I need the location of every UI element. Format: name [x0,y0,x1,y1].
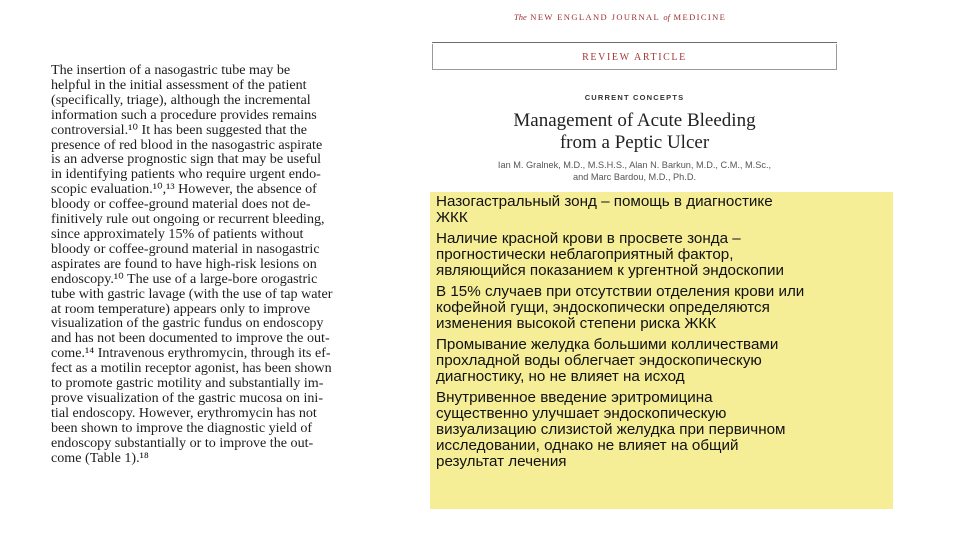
excerpt-line: helpful in the initial assessment of the patient [51,76,307,93]
excerpt-line: tube with gastric lavage (with the use of tap water [51,285,333,302]
authors-line: Ian M. Gralnek, M.D., M.S.H.S., Alan N. Barkun, M.D., C.M., M.Sc., [497,160,772,170]
excerpt-line: to promote gastric motility and substantially im- [51,375,324,392]
excerpt-line: in identifying patients who require urgent endo- [51,166,321,183]
excerpt-line: (specifically, triage), although the incremental [51,91,311,108]
excerpt-line: been shown to improve the diagnostic yield of [51,419,313,436]
excerpt-line: tial endoscopy. However, erythromycin has not [51,404,317,421]
summary-item [436,194,889,226]
excerpt-line: is an adverse prognostic sign that may be useful [51,151,322,168]
summary-line: ЖКК [436,209,468,226]
summary-item [436,390,889,470]
article-title [432,110,837,154]
excerpt-line: The insertion of a nasogastric tube may be [51,62,291,78]
summary-item [436,231,889,279]
excerpt-line: presence of red blood in the nasogastric aspirate [51,136,323,153]
summary-line: результат лечения [436,453,567,470]
summary-line: кофейной гущи, эндоскопически определяются [436,299,770,316]
excerpt-line: aspirates are found to have high-risk lesions on [51,255,317,272]
russian-summary-box [430,192,893,509]
summary-line: являющийся показанием к ургентной эндоскопии [436,262,784,279]
excerpt-line: controversial.¹⁰ It has been suggested that the [51,121,308,138]
summary-line: прогностически неблагоприятный фактор, [436,246,734,263]
article-title-line: Management of Acute Bleeding [513,110,756,131]
summary-line: исследовании, однако не влияет на общий [436,437,739,454]
excerpt-line: scopic evaluation.¹⁰,¹³ However, the absence of [51,181,317,198]
current-concepts-label: CURRENT CONCEPTS [584,93,685,102]
summary-item [436,284,889,332]
summary-line: Промывание желудка большими колличествами [436,336,779,353]
excerpt-line: endoscopy.¹⁰ The use of a large-bore orogastric [51,270,318,287]
excerpt-line: information such a procedure provides remains [51,106,317,123]
journal-header-of: of [663,12,670,22]
excerpt-line: come (Table 1).¹⁸ [51,449,149,466]
excerpt-line: visualization of the gastric fundus on endoscopy [51,315,324,332]
article-excerpt [51,63,361,465]
summary-line: существенно улучшает эндоскопическую [436,405,727,422]
review-article-label: REVIEW ARTICLE [582,52,687,63]
summary-line: диагностику, но не влияет на исход [436,368,685,385]
excerpt-line: fect as a motilin receptor agonist, has been shown [51,360,332,377]
summary-line: изменения высокой степени риска ЖКК [436,315,717,332]
journal-header-name: NEW ENGLAND JOURNAL [530,12,660,22]
journal-header [514,12,726,22]
excerpt-line: prove visualization of the gastric mucosa on ini- [51,389,324,406]
summary-line: визуализацию слизистой желудка при первичном [436,421,786,438]
summary-line: Наличие красной крови в просвете зонда – [436,230,741,247]
excerpt-line: at room temperature) appears only to improve [51,300,311,317]
summary-line: прохладной воды облегчает эндоскопическую [436,352,762,369]
summary-item [436,337,889,385]
authors-line: and Marc Bardou, M.D., Ph.D. [572,172,697,182]
header-divider [432,42,837,43]
review-article-banner [432,44,837,70]
excerpt-line: endoscopy substantially or to improve the out- [51,434,314,451]
journal-header-prefix: The [514,12,527,22]
excerpt-line: come.¹⁴ Intravenous erythromycin, through its ef- [51,345,331,362]
excerpt-line: since approximately 15% of patients without [51,225,304,242]
excerpt-line: finitively rule out ongoing or recurrent bleeding, [51,211,325,228]
summary-line: В 15% случаев при отсутствии отделения крови или [436,283,805,300]
summary-line: Внутривенное введение эритромицина [436,389,713,406]
summary-line: Назогастральный зонд – помощь в диагностике [436,193,773,210]
article-authors [432,159,837,183]
excerpt-line: and has not been documented to improve the out- [51,330,330,347]
journal-header-suffix: MEDICINE [673,12,727,22]
article-title-line: from a Peptic Ulcer [559,132,710,153]
excerpt-line: bloody or coffee-ground material in nasogastric [51,240,320,257]
excerpt-line: bloody or coffee-ground material does not de- [51,196,311,213]
